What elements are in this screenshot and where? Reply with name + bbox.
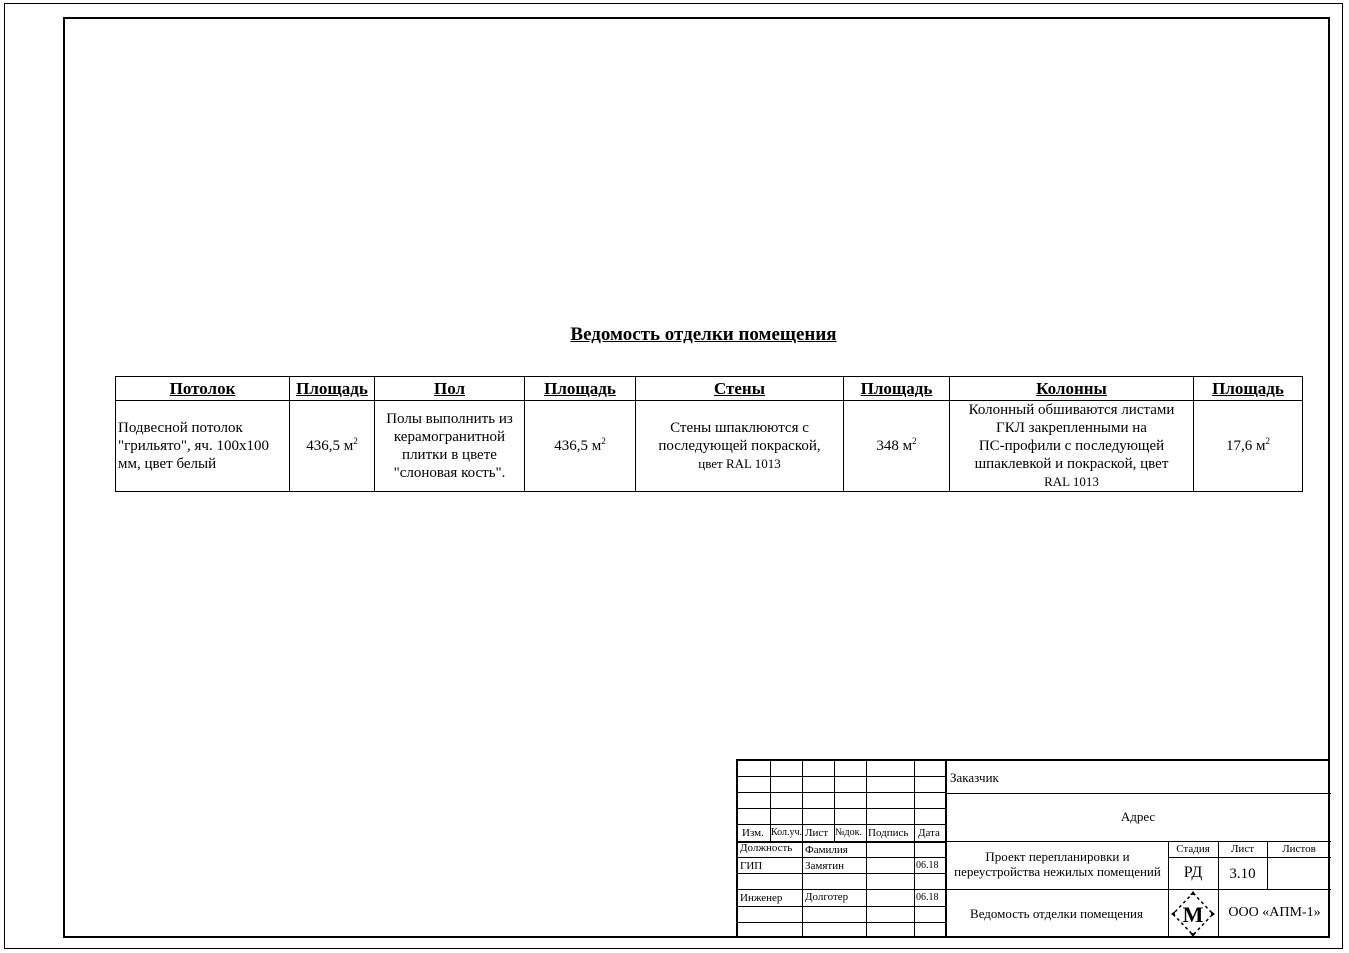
surname-label: Фамилия [805, 844, 848, 856]
header-floor: Пол [375, 377, 525, 401]
ceiling-area-cell: 436,5 $м^2$ [290, 401, 375, 492]
header-walls: Стены [636, 377, 844, 401]
walls-cell: Стены шпаклюются с последующей покраской, цвет RAL 1013 [636, 401, 844, 492]
role-engineer: Инженер [740, 892, 783, 904]
floor-cell: Полы выполнить из керамогранитной плитки в цвете "слоновая кость". [375, 401, 525, 492]
floor-area-cell: 436,5 $м^2$ [525, 401, 636, 492]
company-logo-icon [1170, 890, 1216, 938]
sheets-label: Листов [1282, 843, 1316, 855]
stage-label: Стадия [1176, 843, 1210, 855]
col-docnum: №док. [835, 827, 862, 838]
table-row [116, 401, 1303, 492]
ceiling-cell: Подвесной потолок "грильято", яч. 100х100 мм, цвет белый [116, 401, 290, 492]
project-name: Проект перепланировки и переустройства нежилых помещений [954, 849, 1161, 879]
header-area: Площадь [844, 377, 950, 401]
sheet-label: Лист [1230, 843, 1255, 855]
customer-label: Заказчик [950, 770, 999, 785]
columns-area-cell: 17,6 $м^2$ [1194, 401, 1303, 492]
col-count: Кол.уч. [771, 827, 803, 838]
stage-value: РД [1183, 864, 1203, 881]
header-area: Площадь [290, 377, 375, 401]
col-signature: Подпись [868, 827, 909, 839]
page-title: Ведомость отделки помещения [570, 324, 837, 345]
col-sheet: Лист [805, 827, 829, 839]
date-gip: 06.18 [916, 860, 939, 871]
col-change: Изм. [742, 827, 764, 839]
date-engineer: 06.18 [916, 892, 939, 903]
columns-cell: Колонный обшиваются листами ГКЛ закрепленными на ПС-профили с последующей шпаклевкой и покраской, цвет RAL 1013 [950, 401, 1194, 492]
walls-area-cell: 348 $м^2$ [844, 401, 950, 492]
finish-table [115, 376, 1303, 492]
header-columns: Колонны [950, 377, 1194, 401]
address-label: Адрес [1120, 809, 1156, 824]
col-date: Дата [918, 827, 940, 839]
position-label: Должность [740, 842, 793, 854]
table-header-row [116, 377, 1303, 401]
name-engineer: Долготер [805, 891, 849, 903]
role-gip: ГИП [740, 860, 763, 872]
company-name: ООО «АПМ-1» [1228, 905, 1321, 920]
svg-text:М: М [1182, 902, 1204, 927]
header-area: Площадь [525, 377, 636, 401]
header-area: Площадь [1194, 377, 1303, 401]
name-gip: Замятин [805, 860, 844, 872]
sheet-title: Ведомость отделки помещения [970, 906, 1143, 921]
sheet-value: 3.10 [1229, 866, 1256, 882]
header-ceiling: Потолок [116, 377, 290, 401]
title-block [736, 759, 1329, 938]
